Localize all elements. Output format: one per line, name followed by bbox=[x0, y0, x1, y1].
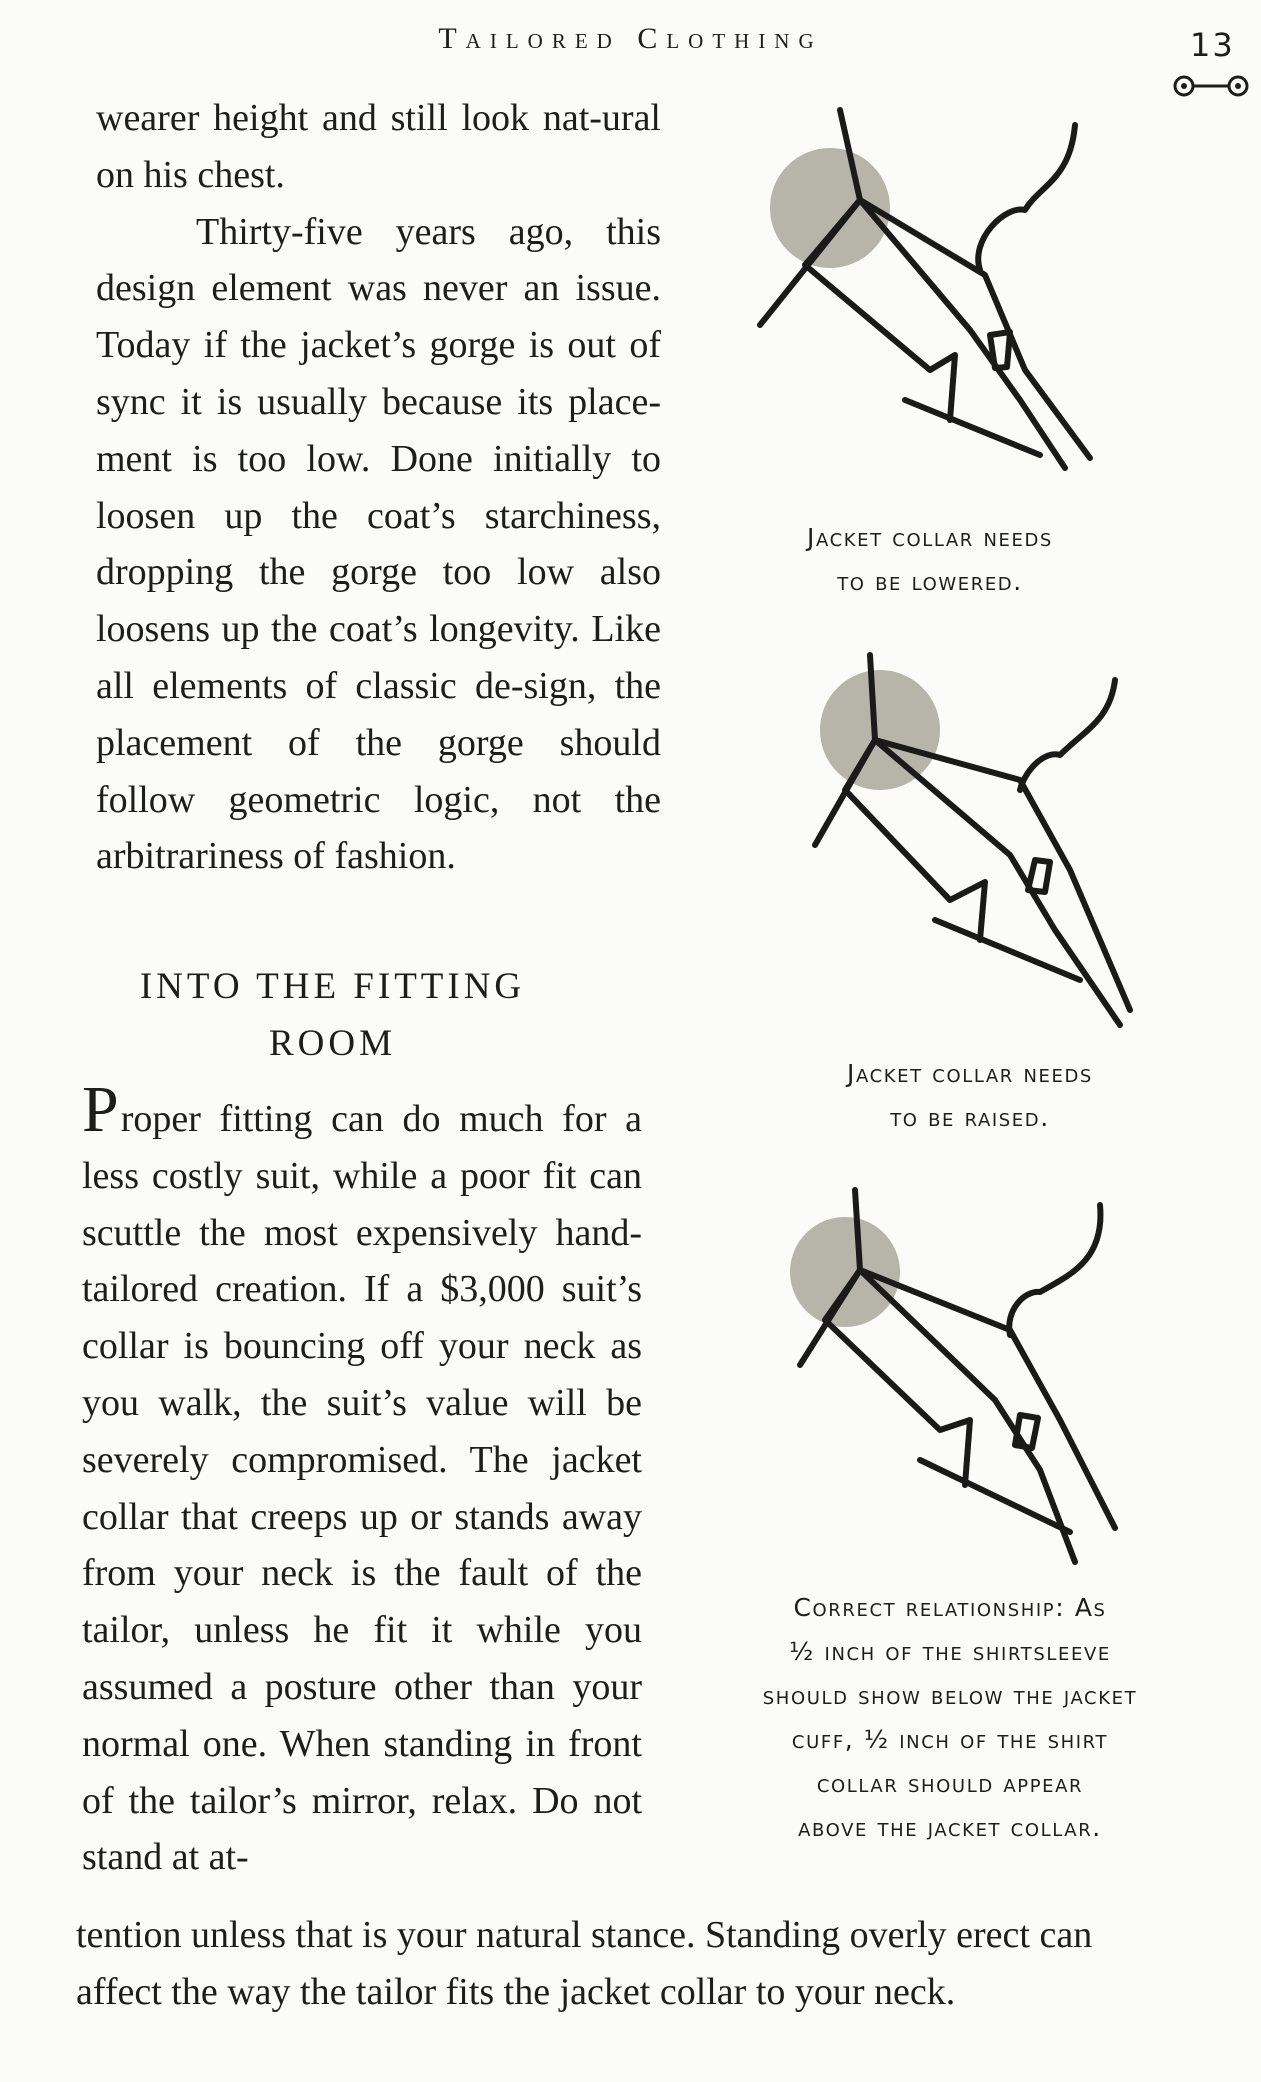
paragraph-continued: wearer height and still look nat-ural on his chest. bbox=[96, 97, 661, 196]
section-heading: INTO THE FITTING ROOM bbox=[139, 966, 526, 1064]
full-width-continuation bbox=[76, 1907, 1116, 2021]
ornament-icon bbox=[1172, 70, 1252, 102]
caption-raised-line-1: Jacket collar needs bbox=[847, 1059, 1093, 1088]
caption-correct-line-5: collar should appear bbox=[816, 1769, 1084, 1798]
collar-diagram-too-high bbox=[740, 100, 1120, 500]
paragraph-continuation: tention unless that is your natural stance. Standing overly erect can affect the way the tailor fits the jacket collar to your neck. bbox=[76, 1914, 1093, 2013]
caption-correct bbox=[690, 1586, 1210, 1850]
caption-correct-line-1: Correct relationship: As bbox=[793, 1593, 1107, 1622]
caption-lowered-line-2: to be lowered. bbox=[837, 567, 1023, 596]
lower-text-column bbox=[82, 1073, 642, 1886]
running-title: Tailored Clothing bbox=[438, 22, 823, 55]
paragraph-gorge: Thirty-five years ago, this design element was never an issue. Today if the jacket’s gorge is out of sync it is usually because its place-ment is too low. Done initially to loosen up the coat’s starchiness, dropping the gorge too low also loosens up the coat’s longevity. Like all elements of classic de-sign, the placement of the gorge should follow geometric logic, not the arbitrariness of fashion. bbox=[96, 210, 661, 878]
drop-cap: P bbox=[82, 1073, 119, 1146]
caption-correct-line-3: should show below the jacket bbox=[762, 1681, 1138, 1710]
page-number: 13 bbox=[1190, 26, 1235, 64]
caption-correct-line-2: ½ inch of the shirtsleeve bbox=[789, 1637, 1111, 1666]
caption-correct-line-6: above the jacket collar. bbox=[798, 1813, 1102, 1842]
caption-lowered bbox=[740, 516, 1120, 604]
paragraph-fitting bbox=[82, 1073, 642, 1886]
caption-lowered-line-1: Jacket collar needs bbox=[807, 523, 1053, 552]
collar-diagram-too-low bbox=[790, 650, 1170, 1050]
caption-correct-line-4: cuff, ½ inch of the shirt bbox=[791, 1725, 1109, 1754]
caption-raised-line-2: to be raised. bbox=[890, 1103, 1050, 1132]
collar-diagram-correct bbox=[770, 1180, 1150, 1580]
paragraph-fitting-text: roper fitting can do much for a less costly suit, while a poor fit can scuttle the most expensively hand-tailored creation. If a $3,000 suit’s collar is bouncing off your neck as you walk, the suit’s value will be severely compromised. The jacket collar that creeps up or stands away from your neck is the fault of the tailor, unless he fit it while you assumed a posture other than your normal one. When standing in front of the tailor’s mirror, relax. Do not stand at at- bbox=[82, 1098, 642, 1879]
caption-raised bbox=[770, 1052, 1170, 1140]
upper-text-column bbox=[96, 90, 661, 885]
